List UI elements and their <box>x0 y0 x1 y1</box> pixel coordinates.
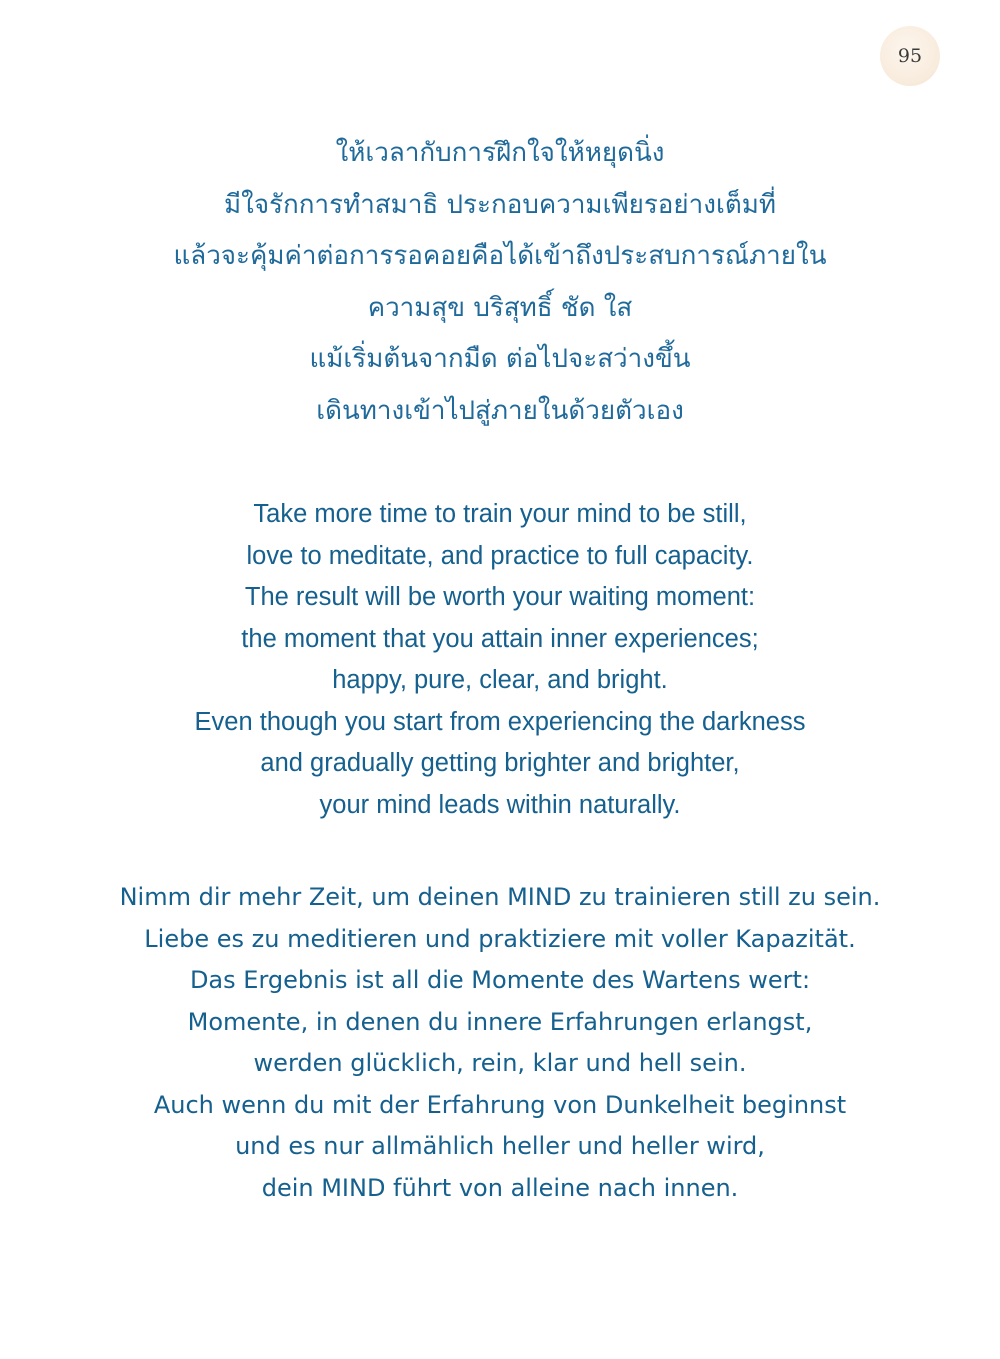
german-line: Momente, in denen du innere Erfahrungen erlangst, <box>187 1007 813 1036</box>
thai-line: ความสุข บริสุทธิ์ ชัด ใส <box>367 292 633 323</box>
german-line: werden glücklich, rein, klar und hell sein. <box>253 1049 747 1077</box>
german-line: dein MIND führt von alleine nach innen. <box>261 1173 739 1202</box>
german-line: Nimm dir mehr Zeit, um deinen MIND zu trainieren still zu sein. <box>119 883 881 911</box>
german-line: Das Ergebnis ist all die Momente des Wartens wert: <box>189 966 811 994</box>
english-line: and gradually getting brighter and brighter, <box>260 749 740 777</box>
page-number: 95 <box>897 45 923 67</box>
english-line: the moment that you attain inner experiences; <box>241 624 759 653</box>
english-line: your mind leads within naturally. <box>319 790 681 819</box>
english-line: The result will be worth your waiting moment: <box>244 583 756 611</box>
thai-line: เดินทางเข้าไปสู่ภายในด้วยตัวเอง <box>316 395 684 426</box>
english-line: Even though you start from experiencing the darkness <box>194 707 806 736</box>
english-line: Take more time to train your mind to be still, <box>253 500 747 528</box>
thai-line: แม้เริ่มต้นจากมืด ต่อไปจะสว่างขึ้น <box>309 344 691 374</box>
german-line: Auch wenn du mit der Erfahrung von Dunkelheit beginnst <box>153 1090 847 1119</box>
thai-line: มีใจรักการทำสมาธิ ประกอบความเพียรอย่างเต็มที่ <box>223 189 776 220</box>
english-verse <box>0 494 1000 826</box>
thai-line: แล้วจะคุ้มค่าต่อการรอคอยคือได้เข้าถึงประสบการณ์ภายใน <box>173 241 827 271</box>
german-line: Liebe es zu meditieren und praktiziere mit voller Kapazität. <box>144 924 856 953</box>
english-line: happy, pure, clear, and bright. <box>332 666 668 694</box>
german-line: und es nur allmählich heller und heller wird, <box>235 1132 765 1160</box>
thai-line: ให้เวลากับการฝึกใจให้หยุดนิ่ง <box>335 138 665 168</box>
german-verse <box>0 877 1000 1209</box>
thai-verse <box>0 128 1000 437</box>
page-number-badge <box>880 26 940 86</box>
english-line: love to meditate, and practice to full capacity. <box>246 541 754 570</box>
